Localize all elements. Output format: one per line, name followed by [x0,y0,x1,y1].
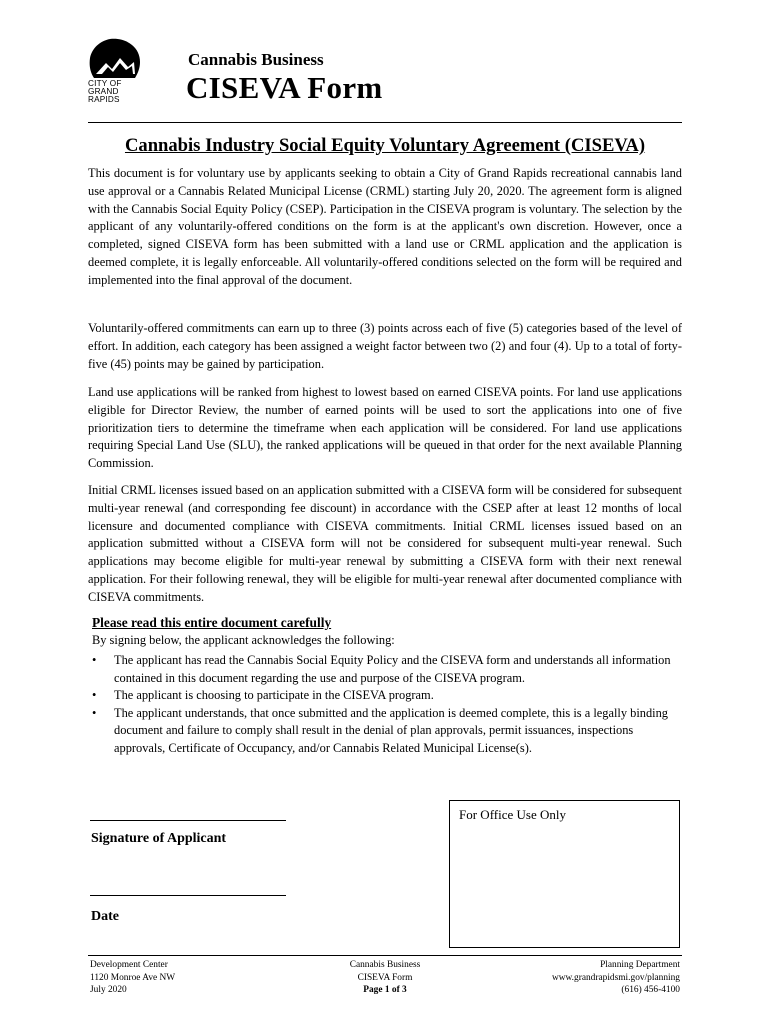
footer-left [90,959,175,997]
document-subtitle: Cannabis Business [188,50,324,69]
bullet-icon: • [92,688,97,703]
logo-line-1: CITY OF [88,79,122,88]
list-item-text: The applicant understands, that once submitted and the application is deemed complete, this is a legally binding document and failure to comply shall result in the denial of plan approvals, permit issuances, inspections approvals, Certificate of Occupancy, and/or Cannabis Related Municipal License(s). [114,705,668,755]
footer-form-name: CISEVA Form [357,972,413,983]
footer-right [552,959,680,997]
footer-address: 1120 Monroe Ave NW [90,972,176,983]
list-item-text: The applicant is choosing to participate in the CISEVA program. [114,688,434,703]
footer-phone: (616) 456-4100 [621,985,680,996]
footer-center [310,959,460,997]
list-item [92,687,682,705]
bullet-icon: • [92,705,97,720]
paragraph-points: Voluntarily-offered commitments can earn up to three (3) points across each of five (5) categories based of the level of effort. In addition, each category has been assigned a weight factor between two (2) and four (4). Up to a total of forty-five (45) points may be gained by participation. [88,321,682,371]
footer-page-number: Page 1 of 3 [363,985,407,996]
footer-office: Development Center [90,960,168,970]
paragraph-intro: This document is for voluntary use by applicants seeking to obtain a City of Grand Rapids recreational cannabis land use approval or a Cannabis Related Municipal License (CRML) starting July 20, 2020. The agreement form is aligned with the Cannabis Social Equity Policy (CSEP). Participation in the CISEVA program is voluntary. The selection by the applicant of any voluntarily-offered conditions on the form is at the applicant's own discretion. However, once a completed, signed CISEVA form has been submitted with a land use or CRML application and the application is deemed complete, it is legally enforceable. All voluntarily-offered conditions selected on the form will be required and implemented into the final approval of the document. [88,166,682,287]
agreement-heading: Cannabis Industry Social Equity Voluntary Agreement (CISEVA) [124,135,646,156]
footer-doc-name: Cannabis Business [349,960,421,970]
applicant-signature-label: Signature of Applicant [91,831,227,846]
list-item [92,652,682,687]
footer-date: July 2020 [90,985,127,996]
office-use-label: For Office Use Only [459,807,566,822]
city-logo-mark [88,38,144,82]
acknowledgement-heading: Please read this entire document carefully [92,615,332,630]
city-logo-text [88,80,144,104]
header-divider [88,122,682,123]
date-signature-line[interactable] [90,895,286,896]
date-label: Date [91,909,119,924]
bullet-icon: • [92,653,97,667]
list-item-text: The applicant has read the Cannabis Social Equity Policy and the CISEVA form and understands all information contained in this document regarding the use and purpose of the CISEVA program. [114,653,671,685]
footer-website: www.grandrapidsmi.gov/planning [551,972,680,983]
logo-line-2: GRAND [88,87,119,96]
city-logo [88,38,144,114]
footer-divider [88,955,682,956]
logo-line-3: RAPIDS [88,95,120,104]
footer-department: Planning Department [600,960,680,970]
applicant-signature-line[interactable] [90,820,286,821]
office-use-box [449,800,680,948]
paragraph-crml: Initial CRML licenses issued based on an application submitted with a CISEVA form will be considered for subsequent multi-year renewal (and corresponding fee discount) in accordance with the CSEP after at least 12 months of local licensure and documented compliance with CISEVA commitments. Initial CRML licenses issued based on an application submitted without a CISEVA form will not be considered for subsequent multi-year renewal. Such applications may become eligible for multi-year renewal by submitting a CISEVA form with their next renewal application. For their following renewal, they will be eligible for multi-year renewal after documented compliance with CISEVA commitments. [88,483,682,604]
document-title: CISEVA Form [186,70,383,105]
list-item [92,705,682,758]
acknowledgement-list [92,652,682,758]
acknowledgement-intro: By signing below, the applicant acknowledges the following: [92,633,395,647]
paragraph-land-use: Land use applications will be ranked from highest to lowest based on earned CISEVA points. For land use applications eligible for Director Review, the number of earned points will be used to sort the applications into one of five prioritization tiers to determine the timeframe when each application will be considered. For land use applications requiring Special Land Use (SLU), the ranked applications will be queued in that order for the next available Planning Commission. [88,385,682,471]
